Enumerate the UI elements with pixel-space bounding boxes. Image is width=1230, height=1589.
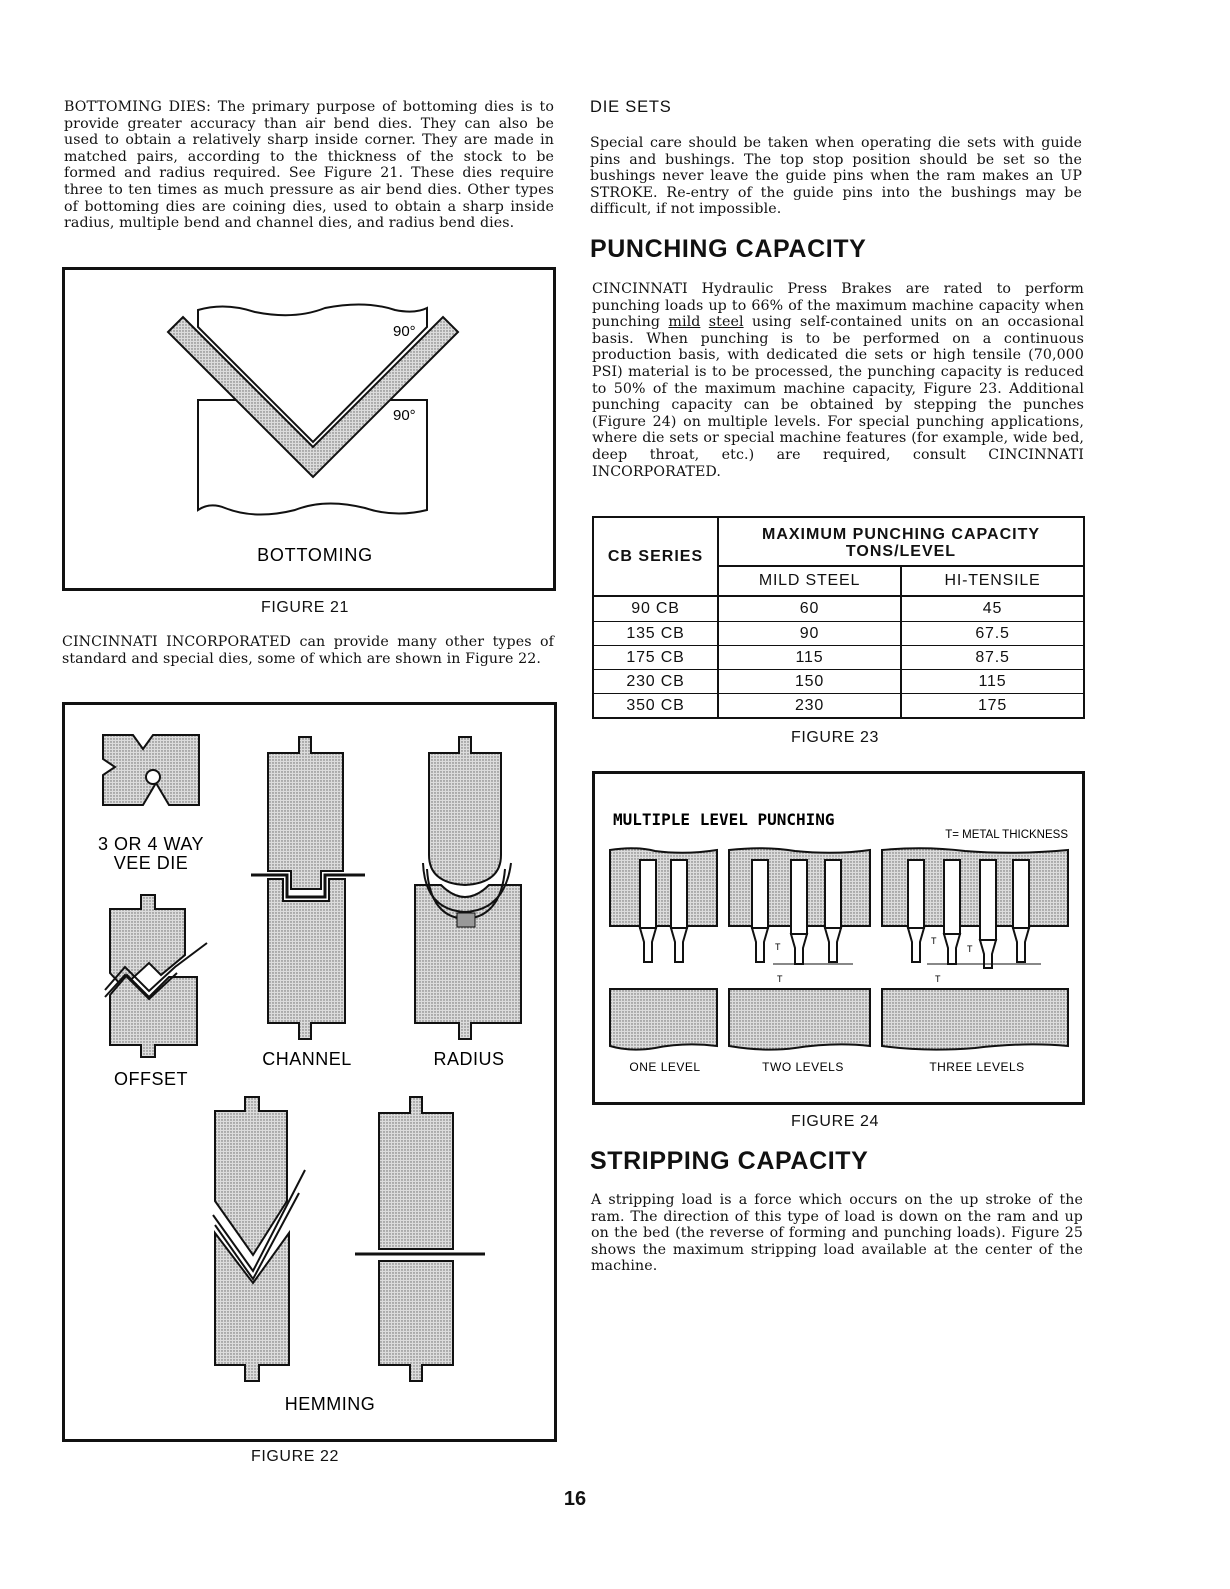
row-series: 90 CB: [631, 600, 680, 617]
bottoming-label: BOTTOMING: [257, 545, 373, 565]
figure-22-box: [62, 702, 557, 1442]
stripping-capacity-heading: STRIPPING CAPACITY: [590, 1147, 869, 1175]
page-number: 16: [563, 1488, 587, 1510]
figure-24-caption: FIGURE 24: [790, 1113, 880, 1130]
fig24-three-levels: THREE LEVELS: [929, 1060, 1025, 1074]
bottoming-dies-paragraph: BOTTOMING DIES: The primary purpose of bottoming dies is to provide greater accuracy than air bend dies. They can also be used to obtain a relatively sharp inside corner. They are made in matched pairs, according to the thickness of the stock to be formed and radius required. See Figure 21. These dies require three to ten times as much pressure as air bend dies. Other types of bottoming dies are coining dies, used to obtain a sharp inside radius, multiple bend and channel dies, and radius bend dies.: [64, 99, 554, 232]
punching-capacity-paragraph: CINCINNATI Hydraulic Press Brakes are rated to perform punching loads up to 66% of the maximum machine capacity when punching mild steel using self-contained units on an occasional basis. When punching is to be performed on a continuous production basis, with dedicated die sets or high tensile (70,000 PSI) material is to be processed, the punching capacity is reduced to 50% of the maximum machine capacity, Figure 23. Additional punching capacity can be obtained by stepping the punches (Figure 24) on multiple levels. For special punching applications, where die sets or special machine features (for example, wide bed, deep throat, etc.) are required, consult CINCINNATI INCORPORATED.: [592, 281, 1085, 480]
die-sets-heading: DIE SETS: [590, 98, 672, 116]
stripping-capacity-paragraph: A stripping load is a force which occurs on the up stroke of the ram. The direction of this type of load is down on the ram and up on the bed (the reverse of forming and punching loads). Figure 25 shows the maximum stripping load available at the center of the machine.: [591, 1192, 1083, 1275]
figure-22-caption: FIGURE 22: [250, 1448, 340, 1465]
die-types-illustration: [65, 705, 554, 1439]
hemming-label: HEMMING: [284, 1394, 376, 1414]
other-dies-paragraph: CINCINNATI INCORPORATED can provide many other types of standard and special dies, some of which are shown in Figure 22.: [62, 634, 554, 667]
fig24-t-mark: T: [931, 936, 937, 946]
figure-24-box: [592, 771, 1085, 1105]
figure-21-box: [62, 267, 556, 591]
row-series: 350 CB: [626, 696, 685, 714]
row-hi: 115: [978, 672, 1007, 690]
row-series: 135 CB: [626, 624, 685, 642]
multiple-level-punching-illustration: [595, 774, 1082, 1102]
vee-die-label-line2: VEE DIE: [113, 853, 189, 873]
radius-label: RADIUS: [433, 1049, 505, 1069]
offset-label: OFFSET: [114, 1069, 188, 1089]
col-hi-tensile-header: HI-TENSILE: [944, 572, 1041, 589]
row-mild: 230: [794, 696, 825, 714]
col-mild-steel-header: MILD STEEL: [758, 572, 861, 589]
row-series: 175 CB: [626, 648, 685, 666]
group-header-line1: MAXIMUM PUNCHING CAPACITY: [761, 525, 1041, 543]
row-mild: 60: [799, 600, 820, 617]
angle-bottom-label: 90°: [393, 407, 416, 424]
row-series: 230 CB: [626, 672, 685, 690]
fig24-t-mark: T: [777, 974, 783, 984]
fig24-note: T= METAL THICKNESS: [945, 829, 1068, 841]
vee-die-label-line1: 3 OR 4 WAY: [97, 834, 205, 854]
fig24-one-level: ONE LEVEL: [629, 1060, 701, 1074]
channel-label: CHANNEL: [262, 1049, 352, 1069]
figure-21-caption: FIGURE 21: [260, 599, 350, 616]
figure-23-caption: FIGURE 23: [790, 729, 880, 746]
bottoming-die-illustration: [65, 270, 553, 588]
row-mild: 150: [794, 672, 825, 690]
group-header: [719, 520, 1083, 565]
fig24-t-mark: T: [775, 942, 781, 952]
punching-capacity-table: [592, 516, 1085, 719]
fig24-title: MULTIPLE LEVEL PUNCHING: [613, 810, 835, 829]
row-hi: 45: [982, 600, 1003, 617]
fig24-t-mark: T: [967, 944, 973, 954]
punching-capacity-heading: PUNCHING CAPACITY: [590, 235, 867, 263]
row-mild: 115: [795, 648, 824, 666]
die-sets-paragraph: Special care should be taken when operating die sets with guide pins and bushings. The top stop position should be set so the bushings never leave the guide pins when the ram makes an UP STROKE. Re-entry of the guide pins into the bushings may be difficult, if not impossible.: [590, 135, 1082, 218]
row-hi: 87.5: [975, 648, 1010, 666]
col-cb-series-header: CB SERIES: [607, 547, 704, 565]
fig24-two-levels: TWO LEVELS: [762, 1060, 844, 1074]
fig24-t-mark: T: [935, 974, 941, 984]
group-header-line2: TONS/LEVEL: [845, 542, 957, 560]
row-mild: 90: [799, 624, 820, 642]
row-hi: 175: [977, 696, 1008, 714]
angle-top-label: 90°: [393, 323, 416, 340]
row-hi: 67.5: [975, 624, 1010, 642]
